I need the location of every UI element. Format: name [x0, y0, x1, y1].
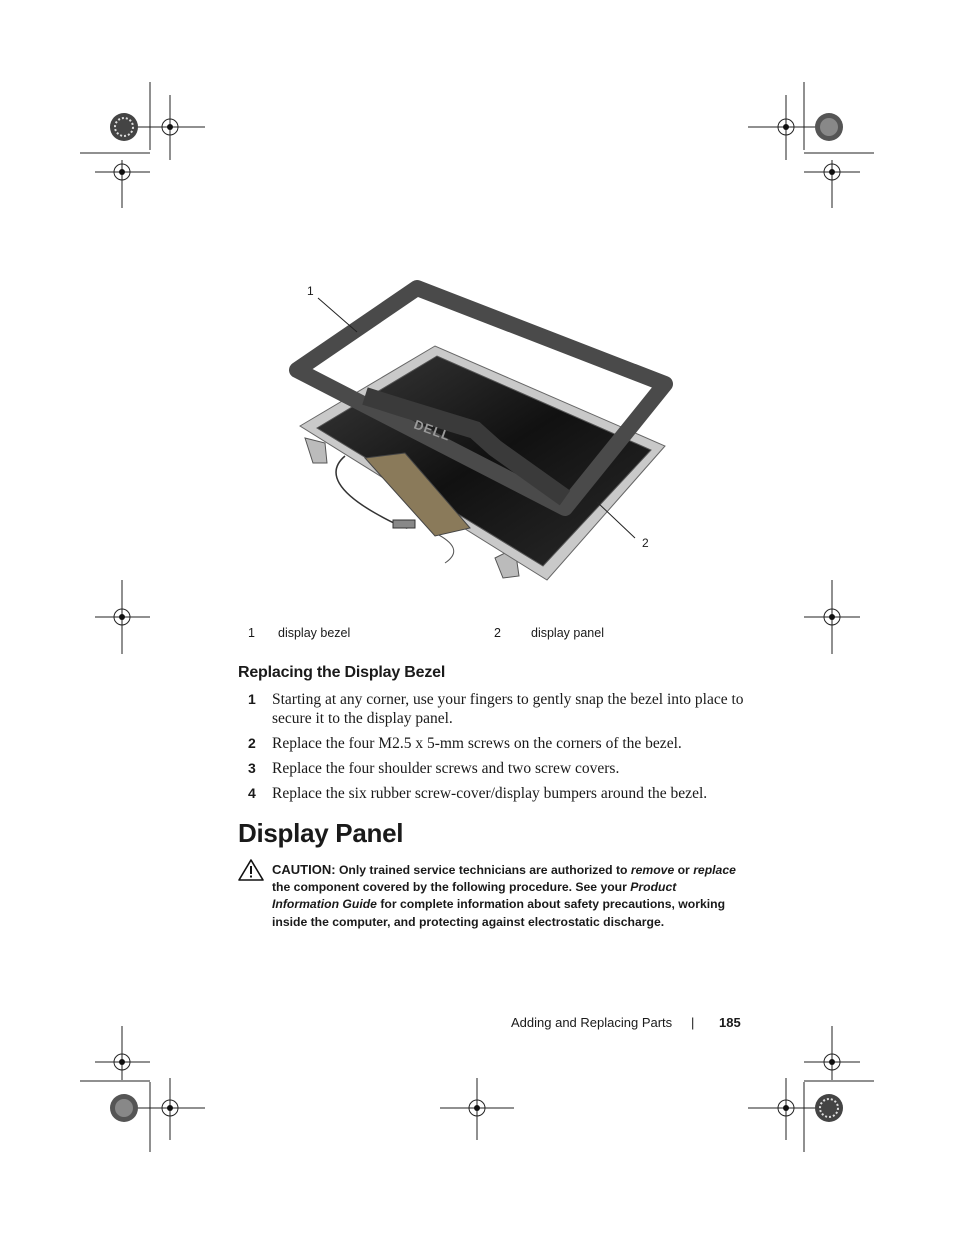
footer-separator: |: [691, 1015, 695, 1030]
callout-1: 1: [307, 284, 314, 298]
legend-num-2: 2: [494, 626, 501, 640]
step-number: 3: [248, 760, 256, 776]
step-number: 1: [248, 691, 256, 707]
step-item: [248, 784, 748, 803]
caution-text: or: [677, 863, 690, 877]
caution-emphasis: replace: [693, 863, 736, 877]
dell-logo: DELL: [411, 416, 453, 444]
caution-text: Only trained service technicians are authorized to: [338, 863, 628, 877]
bezel-panel-illustration: [285, 278, 675, 588]
page-title: Display Panel: [238, 818, 404, 848]
step-text: Replace the four M2.5 x 5-mm screws on the corners of the bezel.: [272, 735, 682, 752]
step-number: 2: [248, 735, 256, 751]
caution-emphasis: Product Information Guide: [272, 880, 677, 912]
caution-label: CAUTION:: [272, 862, 336, 877]
callout-2: 2: [642, 536, 649, 550]
caution-text: the component covered by the following procedure. See your: [272, 880, 627, 895]
step-text: Replace the six rubber screw-cover/display bumpers around the bezel.: [272, 785, 708, 802]
legend-label-display-bezel: display bezel: [278, 626, 351, 640]
step-item: [248, 734, 748, 753]
caution-note: [272, 861, 742, 931]
caution-emphasis: remove: [630, 863, 675, 877]
step-item: [248, 690, 748, 728]
section-heading: Replacing the Display Bezel: [238, 664, 446, 681]
warning-triangle-icon: [238, 859, 264, 886]
legend-label-display-panel: display panel: [531, 626, 604, 640]
step-text: Replace the four shoulder screws and two screw covers.: [272, 760, 620, 777]
step-number: 4: [248, 785, 256, 801]
step-item: [248, 759, 748, 778]
step-text: Starting at any corner, use your fingers to gently snap the bezel into place to secure it to the display panel.: [272, 691, 744, 727]
footer-section-title: Adding and Replacing Parts: [511, 1015, 673, 1030]
page-number: 185: [719, 1015, 741, 1030]
caution-text: for complete information about safety precautions, working inside the computer, and protecting against electrostatic discharge.: [272, 897, 726, 929]
legend-num-1: 1: [248, 626, 255, 640]
step-list: [248, 690, 748, 809]
